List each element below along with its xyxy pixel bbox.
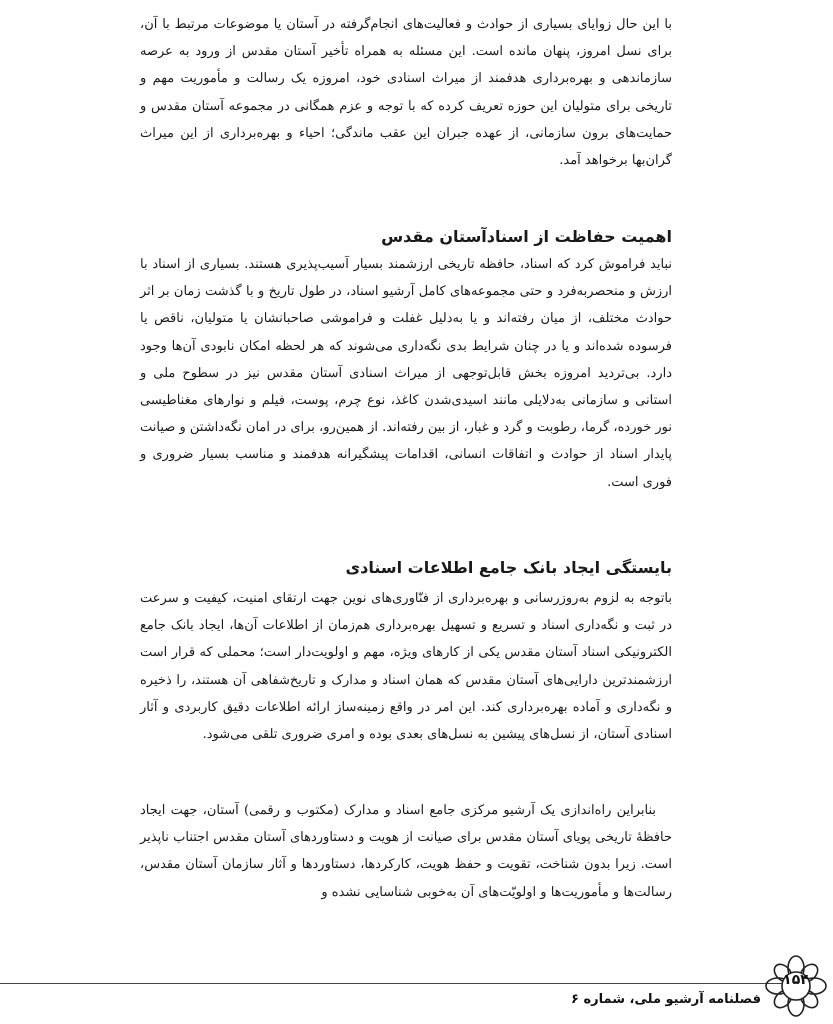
- body-paragraph-4: بنابراین راه‌اندازی یک آرشیو مرکزی جامع اسناد و مدارک (مکتوب و رقمی) آستان، جهت ایجاد حافظهٔ تاریخی پویای آستان مقدس برای صیانت از هویت و دستاوردهای آستان مقدس اجتناب ناپذیر است. زیرا بدون شناخت، تقویت و حفظ هویت، کارکردها، دستاوردها و آثار سازمان آستان مقدس، رسالت‌ها و مأموریت‌ها و اولویّت‌های آن به‌خوبی شناسایی نشده و: [140, 803, 672, 900]
- body-paragraph-2: نباید فراموش کرد که اسناد، حافظه تاریخی ارزشمند بسیار آسیب‌پذیری هستند. بسیاری از اسناد با ارزش و منحصربه‌فرد و حتی مجموعه‌های کامل آرشیو اسناد، در طول تاریخ و با گذشت زمان بر اثر حوادث مختلف، از میان رفته‌اند و یا به‌دلیل غفلت و فراموشی صاحبانشان یا متولیان، ناقص یا فرسوده شده‌اند و یا در چنان شرایط بدی نگه‌داری می‌شوند که هر لحظه امکان نابودی آن‌ها وجود دارد. بی‌تردید امروزه بخش قابل‌توجهی از میراث اسنادی آستان مقدس نیز در سطوح ملی و استانی و سازمانی به‌دلایلی مانند اسیدی‌شدن کاغذ، نوع چرم، پوست، فیلم و نوارهای مغناطیسی نور خورده، گرما، رطوبت و گرد و غبار، از بین رفته‌اند. از همین‌رو، برای در امان نگه‌داشتن و صیانت پایدار اسناد از حوادث و اتفاقات انسانی، اقدامات پیشگیرانه هدفمند و مناسب بسیار ضروری و فوری است.: [140, 257, 672, 490]
- page-number-ornament: [762, 954, 830, 1018]
- body-paragraph-1: با این حال زوایای بسیاری از حوادث و فعالیت‌های انجام‌گرفته در آستان یا موضوعات مرتبط با آن، برای نسل امروز، پنهان مانده است. این مسئله به همراه تأخیر آستان مقدس از ورود به عرصه سازماندهی و بهره‌برداری هدفمند از میراث اسنادی خود، امروزه یک رسالت و مأموریت مهم و تاریخی برای متولیان این حوزه تعریف کرده که با توجه و عزم همگانی در مجموعه آستان مقدس و حمایت‌های برون سازمانی، از عهده جبران این عقب ماندگی؛ احیاء و بهره‌برداری از این میراث گران‌بها برخواهد آمد.: [140, 17, 672, 169]
- journal-title: فصلنامه آرشیو ملی، شماره ۶: [571, 992, 761, 1007]
- page-number: ۱۵۴: [783, 972, 809, 988]
- section-heading-document-protection: اهمیت حفاظت از اسنادآستان مقدس: [381, 227, 672, 246]
- footer-rule: [0, 983, 785, 984]
- section-heading-information-bank: بایستگی ایجاد بانک جامع اطلاعات اسنادی: [345, 558, 672, 577]
- body-paragraph-3: باتوجه به لزوم به‌روزرسانی و بهره‌برداری از فنّاوری‌های نوین جهت ارتقای امنیت، کیفیت و سرعت در ثبت و نگه‌داری اسناد و تسریع و تسهیل بهره‌برداری هم‌زمان از اطلاعات آن‌ها، ایجاد بانک جامع الکترونیکی اسناد آستان مقدس یکی از کارهای ویژه، مهم و اولویت‌دار است؛ محملی که قرار است ارزشمندترین دارایی‌های آستان مقدس که همان اسناد و مدارک و تاریخ‌شفاهی آن هستند، را ذخیره و نگه‌داری و آماده بهره‌برداری کند. این امر در واقع زمینه‌ساز ارائه اطلاعات دقیق کاربردی و آثار اسنادی آستان، از نسل‌های پیشین به نسل‌های بعدی بوده و امری ضروری تلقی می‌شود.: [140, 591, 672, 743]
